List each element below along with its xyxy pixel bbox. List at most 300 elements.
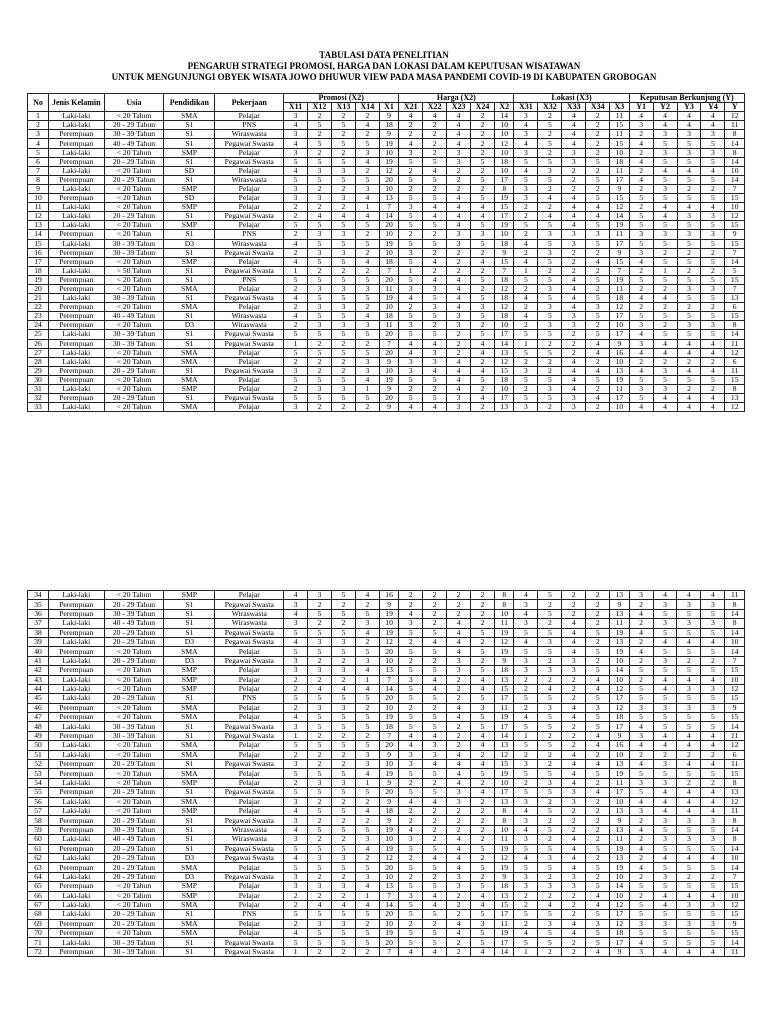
header-item: X11 [284,103,308,112]
table-cell: 1 [284,339,308,348]
table-cell: Laki-laki [49,722,104,731]
table-cell: 3 [284,619,308,628]
table-cell: 4 [423,797,447,806]
header-item: X12 [308,103,332,112]
table-cell: 3 [701,835,725,844]
table-cell: Pelajar [215,713,284,722]
table-cell: < 20 Tahun [104,321,164,330]
table-cell: 2 [677,266,701,275]
table-row [28,778,745,787]
table-cell: Pelajar [215,194,284,203]
table-cell: 2 [355,166,379,175]
table-cell: 5 [653,175,677,184]
table-cell: 2 [308,366,332,375]
table-cell: 4 [447,929,471,938]
table-cell: 2 [538,872,562,881]
table-cell: 5 [653,769,677,778]
table-cell: 5 [514,863,538,872]
table-cell: 2 [586,816,610,825]
table-cell: S1 [164,731,215,740]
table-cell: 4 [423,166,447,175]
table-cell: 5 [471,910,495,919]
table-cell: < 20 Tahun [104,348,164,357]
table-cell: D3 [164,853,215,862]
table-cell: 5 [423,394,447,403]
table-cell: < 20 Tahun [104,882,164,891]
table-cell: 37 [28,619,49,628]
table-cell: 5 [332,741,356,750]
table-cell: 3 [701,684,725,693]
table-cell: 6 [725,750,745,759]
table-cell: 42 [28,666,49,675]
table-cell: 19 [495,769,514,778]
table-cell: 2 [586,778,610,787]
table-cell: 2 [331,403,355,412]
table-cell: 2 [514,750,538,759]
table-cell: 10 [379,248,398,257]
table-cell: 2 [423,148,447,157]
table-cell: 61 [28,844,49,853]
table-cell: 3 [538,166,562,175]
table-cell: 4 [653,294,677,303]
table-cell: 3 [677,919,701,928]
table-cell: < 20 Tahun [104,230,164,239]
table-cell: 2 [355,266,379,275]
table-cell: 5 [332,844,356,853]
table-cell: < 20 Tahun [104,166,164,175]
table-cell: 4 [562,929,586,938]
table-cell: < 20 Tahun [104,769,164,778]
table-row [28,788,745,797]
table-cell: 9 [379,130,398,139]
table-cell: < 20 Tahun [104,194,164,203]
table-cell: 3 [562,872,586,881]
table-cell: 5 [399,900,423,909]
table-cell: 10 [494,385,513,394]
table-cell: 5 [308,121,332,130]
table-cell: 25 [28,330,49,339]
table-cell: 9 [725,919,745,928]
table-cell: 2 [538,760,562,769]
table-cell: 5 [308,294,332,303]
table-cell: 2 [629,637,653,646]
table-cell: 2 [514,203,538,212]
table-cell: 2 [514,675,538,684]
table-cell: 4 [653,853,677,862]
table-cell: 3 [562,666,586,675]
table-cell: 5 [308,239,332,248]
table-cell: 2 [331,357,355,366]
table-cell: 5 [586,929,610,938]
table-cell: 10 [379,656,398,665]
table-cell: 5 [355,394,379,403]
table-cell: S1 [164,157,215,166]
table-cell: 4 [629,797,653,806]
table-cell: 2 [447,609,471,618]
table-cell: 13 [610,366,629,375]
table-cell: Perempuan [49,666,104,675]
table-cell: 3 [514,148,538,157]
table-cell: Pelajar [215,778,284,787]
table-cell: 4 [701,947,725,956]
table-cell: 2 [447,175,471,184]
table-cell: 4 [355,684,379,693]
table-cell: 3 [701,619,725,628]
table-cell: 19 [610,844,629,853]
table-cell: 4 [355,312,379,321]
table-cell: 4 [447,275,471,284]
table-cell: 3 [514,130,538,139]
table-cell: 4 [471,684,495,693]
table-cell: Pegawai Swasta [215,339,284,348]
table-cell: 5 [284,938,308,947]
table-cell: 4 [399,797,423,806]
table-cell: 2 [538,184,562,193]
table-row [28,609,745,618]
table-cell: 5 [308,348,332,357]
table-cell: 4 [514,853,538,862]
table-cell: 4 [447,221,471,230]
table-cell: 2 [538,112,562,121]
table-cell: 3 [355,321,379,330]
table-cell: 19 [379,825,398,834]
table-cell: 3 [538,284,562,293]
table-row [28,148,745,157]
table-cell: 2 [332,797,356,806]
table-cell: 3 [447,656,471,665]
table-cell: 5 [538,121,562,130]
table-cell: 15 [725,312,745,321]
table-cell: 3 [284,403,308,412]
table-cell: 2 [586,321,610,330]
table-cell: 5 [653,694,677,703]
table-cell: 5 [538,844,562,853]
table-cell: 2 [399,778,423,787]
table-cell: 12 [494,139,513,148]
table-cell: 4 [677,675,701,684]
table-cell: 5 [629,312,653,321]
table-row [28,591,745,600]
table-row [28,284,745,293]
table-cell: 7 [379,266,398,275]
table-cell: 16 [379,591,398,600]
table-cell: 4 [653,591,677,600]
table-cell: 30 - 39 Tahun [104,825,164,834]
table-cell: 5 [284,275,308,284]
table-cell: 4 [653,403,677,412]
table-cell: Pelajar [215,919,284,928]
table-cell: 3 [399,891,423,900]
table-cell: 30 - 39 Tahun [104,722,164,731]
table-cell: 4 [629,348,653,357]
table-cell: 26 [28,339,49,348]
table-cell: 2 [423,806,447,815]
table-cell: 4 [471,891,495,900]
table-cell: 2 [308,203,332,212]
table-cell: 4 [629,112,653,121]
table-row [28,816,745,825]
table-cell: 14 [725,647,745,656]
table-cell: 49 [28,731,49,740]
table-cell: 5 [471,157,495,166]
header-item: X32 [538,103,562,112]
table-cell: 4 [629,139,653,148]
table-cell: 5 [423,722,447,731]
table-cell: 11 [495,919,514,928]
table-cell: 17 [495,910,514,919]
header-item: Y2 [653,103,677,112]
table-cell: Perempuan [49,303,104,312]
table-cell: 19 [379,294,398,303]
table-cell: 4 [586,203,610,212]
table-cell: 2 [562,722,586,731]
table-cell: 5 [355,221,379,230]
table-cell: 18 [610,157,629,166]
table-cell: 11 [610,835,629,844]
table-cell: 4 [423,275,447,284]
table-cell: 4 [447,863,471,872]
table-cell: SMP [164,684,215,693]
table-cell: 4 [629,938,653,947]
table-cell: 4 [586,394,610,403]
table-row [28,394,745,403]
table-row [28,257,745,266]
table-cell: 2 [514,919,538,928]
table-cell: Pelajar [215,375,284,384]
document-subtitle-2: UNTUK MENGUNJUNGI OBYEK WISATA JOWO DHUWUR VIEW PADA MASA PANDEMI COVID-19 DI KABUPATEN GROBOGAN [111,72,657,82]
table-cell: 3 [355,656,379,665]
table-cell: 4 [399,112,423,121]
table-cell: 4 [653,891,677,900]
table-cell: 20 - 29 Tahun [104,366,164,375]
table-cell: 5 [701,694,725,703]
table-cell: 60 [28,835,49,844]
table-cell: 4 [653,348,677,357]
table-cell: 4 [447,284,471,293]
table-cell: 3 [423,284,447,293]
table-cell: 5 [399,275,423,284]
table-cell: 3 [399,248,423,257]
table-cell: 4 [701,853,725,862]
table-cell: Wiraswasta [215,835,284,844]
table-cell: Laki-laki [49,910,104,919]
table-cell: 2 [562,184,586,193]
table-cell: 5 [586,275,610,284]
table-cell: 2 [586,403,610,412]
table-cell: 20 - 29 Tahun [104,394,164,403]
table-cell: 2 [399,121,423,130]
table-cell: 3 [399,366,423,375]
table-cell: 6 [28,157,49,166]
table-cell: 11 [610,166,629,175]
table-cell: 2 [562,348,586,357]
table-cell: 7 [725,248,745,257]
table-cell: 3 [629,339,653,348]
table-cell: 40 - 49 Tahun [104,835,164,844]
table-cell: < 20 Tahun [104,891,164,900]
table-cell: 3 [332,853,356,862]
table-cell: 13 [725,394,745,403]
table-cell: S1 [164,330,215,339]
table-cell: 5 [514,741,538,750]
table-cell: 5 [331,257,355,266]
table-row [28,863,745,872]
table-cell: 3 [355,366,379,375]
table-cell: 4 [562,121,586,130]
table-cell: S1 [164,230,215,239]
table-cell: 5 [332,722,356,731]
table-cell: 2 [331,266,355,275]
table-cell: 5 [677,647,701,656]
table-cell: 5 [308,139,332,148]
table-cell: 2 [284,203,308,212]
table-cell: 17 [28,257,49,266]
table-cell: 5 [423,194,447,203]
table-cell: 3 [308,194,332,203]
table-cell: 2 [355,731,379,740]
table-cell: 5 [332,863,356,872]
table-cell: 2 [399,600,423,609]
table-cell: 3 [629,591,653,600]
table-cell: 5 [653,330,677,339]
table-cell: 4 [514,825,538,834]
table-cell: 18 [494,157,513,166]
table-cell: 14 [725,722,745,731]
table-cell: 5 [308,938,332,947]
table-cell: 19 [379,609,398,618]
table-cell: 2 [586,385,610,394]
table-cell: 2 [355,130,379,139]
table-cell: 3 [677,212,701,221]
table-cell: 10 [610,797,629,806]
table-cell: 5 [538,330,562,339]
table-cell: 2 [562,947,586,956]
table-cell: 5 [653,863,677,872]
table-cell: 12 [725,900,745,909]
table-cell: 5 [514,722,538,731]
table-cell: 4 [677,947,701,956]
table-cell: 2 [399,919,423,928]
table-cell: 4 [586,348,610,357]
table-cell: 1 [355,675,379,684]
table-cell: 2 [284,703,308,712]
table-cell: 7 [725,656,745,665]
table-cell: 5 [471,221,495,230]
table-row [28,694,745,703]
table-cell: SMP [164,778,215,787]
table-cell: 2 [355,919,379,928]
table-cell: Pelajar [215,900,284,909]
table-cell: 70 [28,929,49,938]
table-cell: Perempuan [49,703,104,712]
table-cell: < 20 Tahun [104,713,164,722]
table-cell: 5 [586,882,610,891]
table-cell: 3 [331,284,355,293]
table-cell: Perempuan [49,139,104,148]
table-cell: 2 [355,230,379,239]
table-cell: 3 [629,947,653,956]
table-cell: 2 [586,835,610,844]
table-cell: Perempuan [49,713,104,722]
table-cell: 5 [538,175,562,184]
table-cell: 14 [725,938,745,947]
table-cell: 4 [653,675,677,684]
table-cell: 2 [653,321,677,330]
table-cell: Pelajar [215,303,284,312]
table-cell: 10 [610,675,629,684]
table-cell: 4 [471,348,495,357]
table-cell: 3 [562,321,586,330]
table-cell: 2 [423,816,447,825]
table-cell: Wiraswasta [215,312,284,321]
table-cell: 4 [653,947,677,956]
table-cell: 68 [28,910,49,919]
table-cell: Perempuan [49,731,104,740]
table-cell: 64 [28,872,49,881]
table-cell: 10 [610,750,629,759]
table-cell: 5 [423,713,447,722]
table-cell: 2 [514,303,538,312]
table-cell: 15 [725,375,745,384]
table-cell: 12 [610,203,629,212]
table-cell: 5 [332,647,356,656]
table-cell: 3 [538,778,562,787]
table-row [28,600,745,609]
table-row [28,703,745,712]
table-cell: 11 [725,947,745,956]
table-cell: 4 [653,339,677,348]
table-cell: Laki-laki [49,835,104,844]
table-cell: 69 [28,919,49,928]
table-cell: 2 [447,731,471,740]
table-cell: 4 [284,121,308,130]
table-cell: 2 [586,184,610,193]
table-cell: 2 [399,166,423,175]
table-cell: 4 [447,844,471,853]
table-cell: 4 [284,853,308,862]
table-cell: Perempuan [49,863,104,872]
table-cell: < 20 Tahun [104,385,164,394]
table-cell: 23 [28,312,49,321]
table-cell: 5 [629,900,653,909]
table-row [28,121,745,130]
table-cell: 5 [586,221,610,230]
table-cell: 4 [701,806,725,815]
table-cell: Laki-laki [49,266,104,275]
table-cell: 15 [725,910,745,919]
table-cell: 14 [725,157,745,166]
table-cell: Laki-laki [49,203,104,212]
table-cell: 10 [494,230,513,239]
table-cell: 2 [423,825,447,834]
header-no: No [28,94,49,112]
table-cell: 4 [677,806,701,815]
table-cell: 2 [586,600,610,609]
table-cell: 5 [284,330,308,339]
table-cell: 3 [284,872,308,881]
table-cell: 5 [471,844,495,853]
table-row [28,157,745,166]
table-cell: 8 [725,816,745,825]
table-cell: 18 [610,713,629,722]
table-cell: 3 [308,882,332,891]
table-cell: 5 [677,312,701,321]
table-cell: 3 [586,303,610,312]
table-cell: 13 [610,760,629,769]
table-cell: 3 [332,778,356,787]
table-cell: Perempuan [49,194,104,203]
table-cell: 2 [629,303,653,312]
